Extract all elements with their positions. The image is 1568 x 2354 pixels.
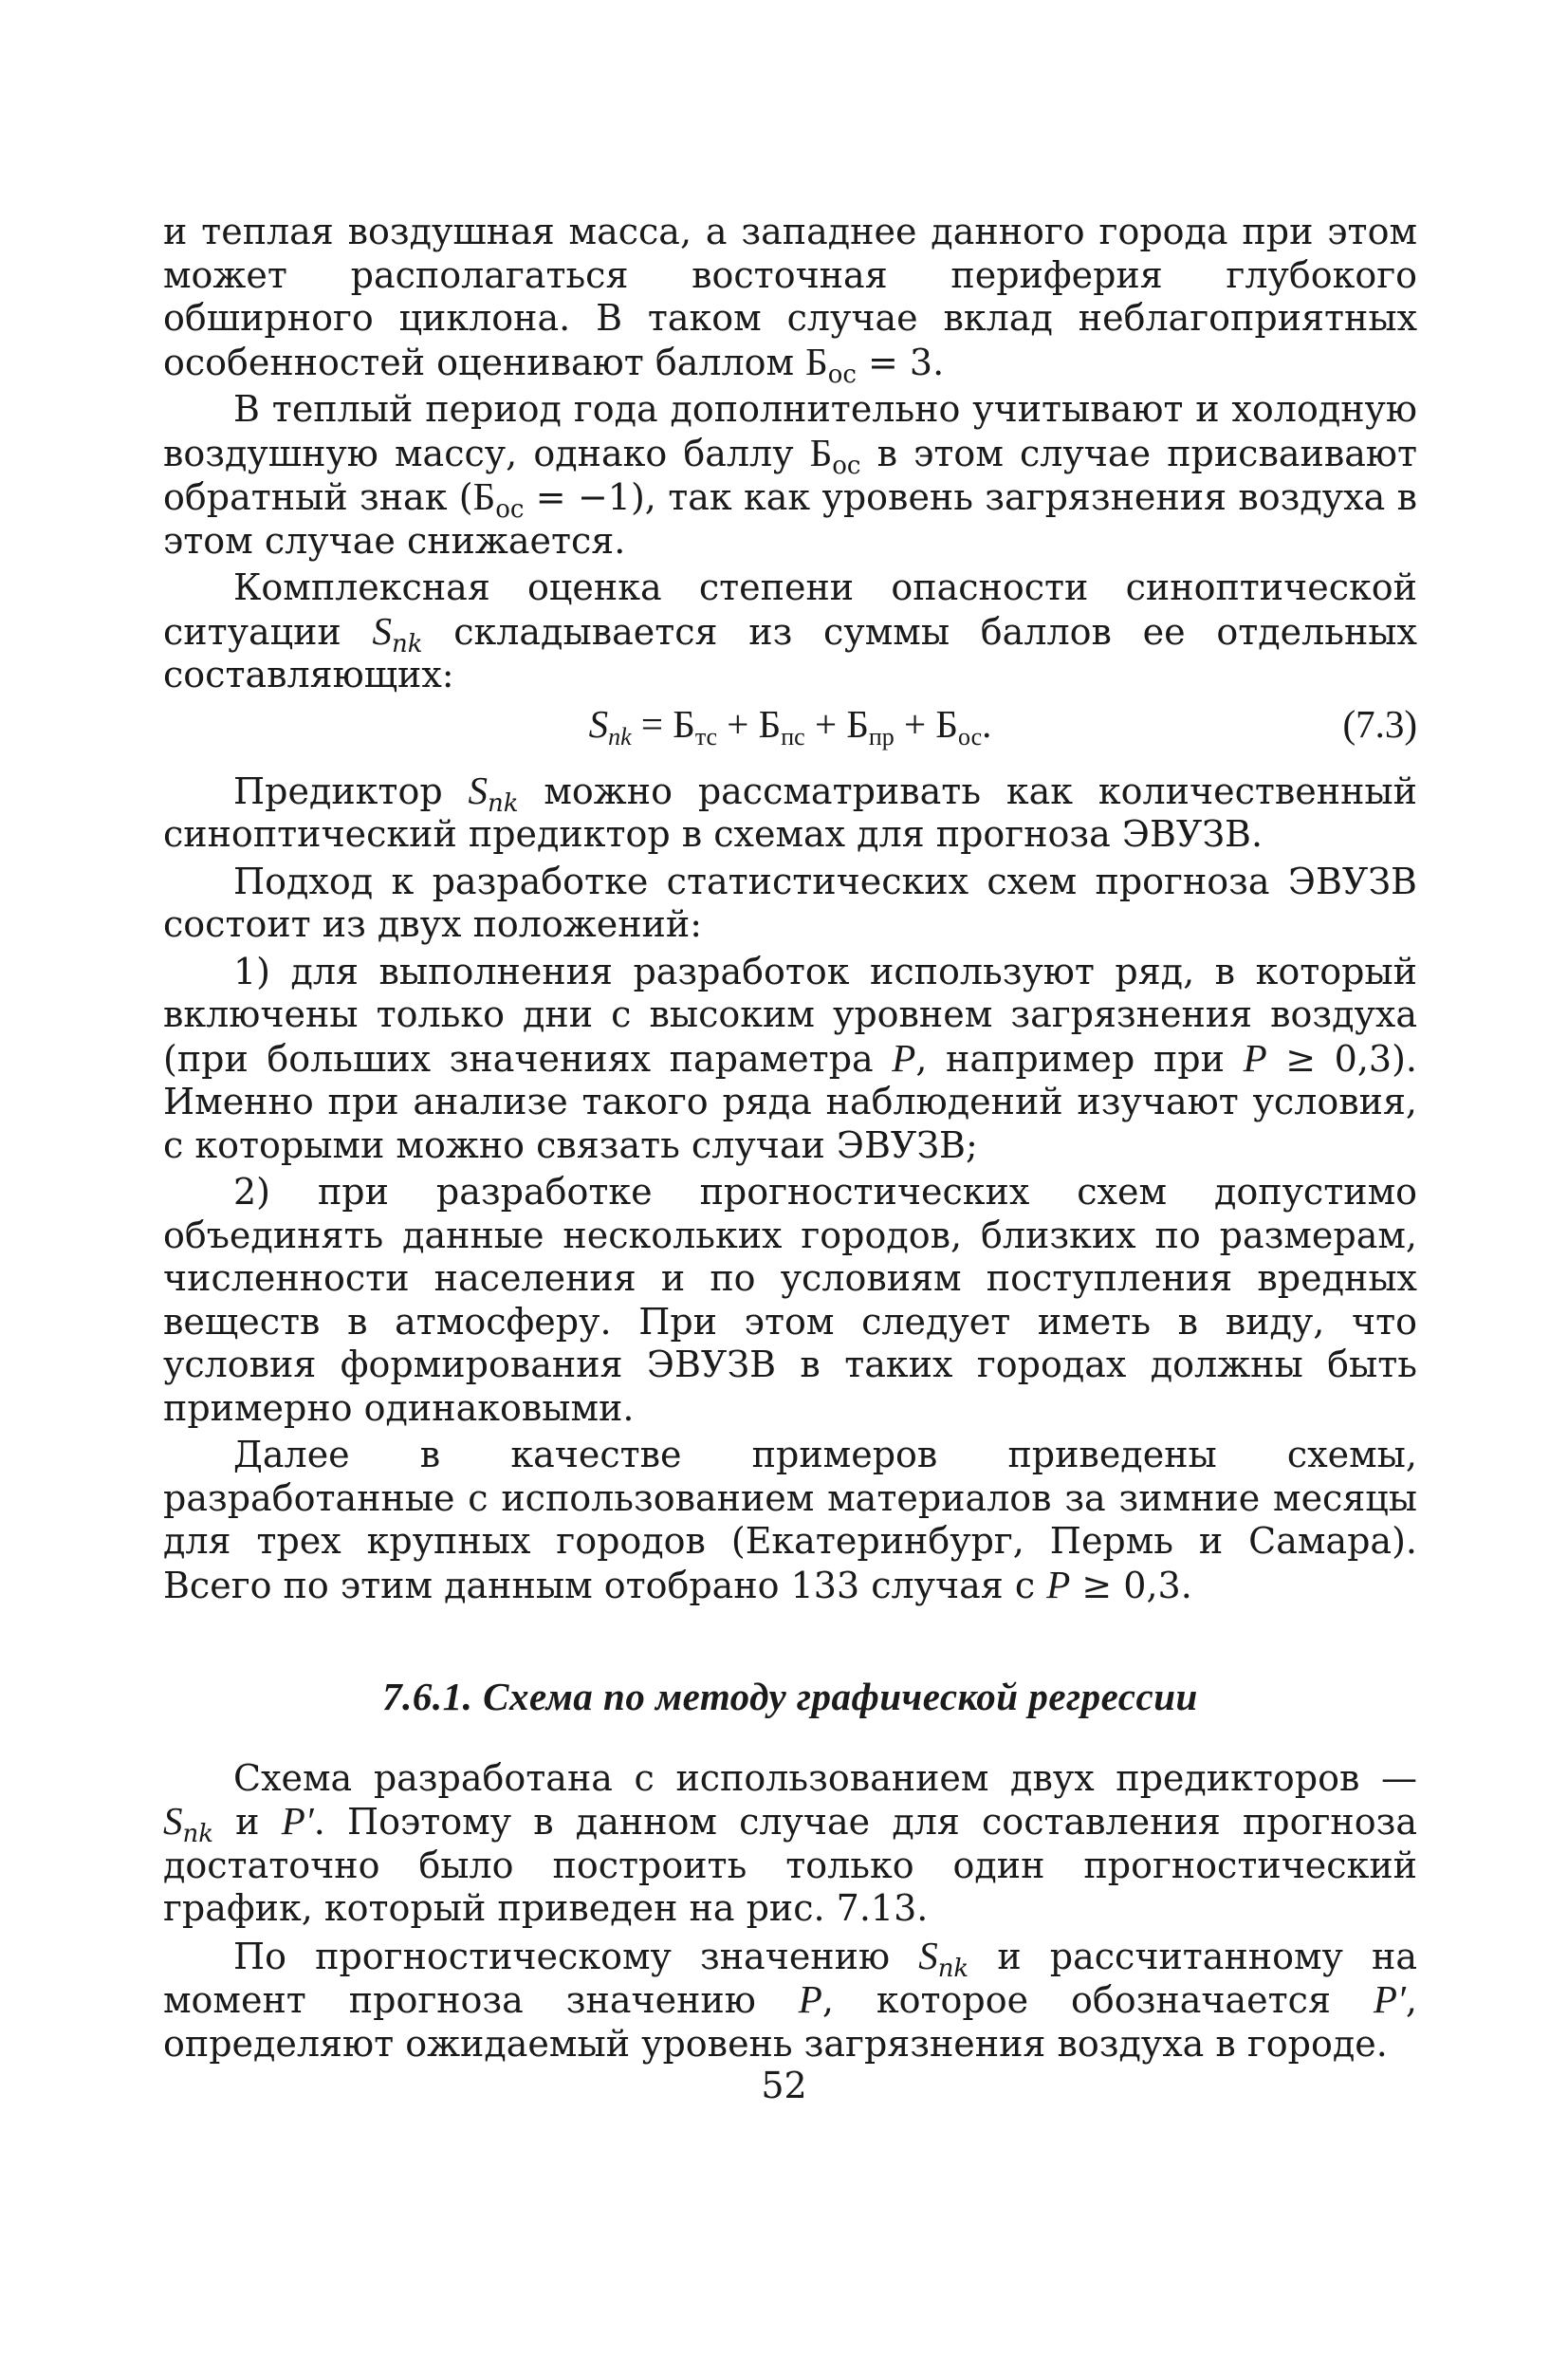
paragraph-1 bbox=[163, 211, 1417, 389]
paragraph-2-part-c: = −1), так как уровень загрязнения воздуха в этом случае снижается. bbox=[163, 476, 1417, 562]
paragraph-8-part-b: ≥ 0,3. bbox=[1070, 1564, 1192, 1606]
subscript-os: ос bbox=[832, 451, 861, 480]
paragraph-6-part-a: 1) для выполнения разработок используют ряд, в который включены только дни с высоким уровнем загрязнения воздуха (при больших значениях параметра bbox=[163, 950, 1417, 1080]
symbol-b-os: Б bbox=[805, 339, 828, 383]
paragraph-2-part-a: В теплый период года дополнительно учитывают и холодную воздушную массу, однако баллу bbox=[163, 388, 1417, 474]
paragraph-3-part-a: Комплексная оценка степени опасности синоптической ситуации bbox=[163, 566, 1417, 653]
paragraph-4-part-b: можно рассматривать как количественный синоптический предиктор в схемах для прогноза ЭВУЗВ. bbox=[163, 769, 1417, 855]
symbol-p-prime: P′ bbox=[281, 1799, 314, 1843]
subscript-os: ос bbox=[827, 360, 857, 389]
term-b-pr: Б bbox=[846, 701, 869, 746]
paragraph-3-part-b: складывается из суммы баллов ее отдельных составляющих: bbox=[163, 610, 1417, 695]
paragraph-10-part-b: и рассчитанному на момент прогноза значению bbox=[163, 1935, 1418, 2021]
term-b-ts-subscript: тс bbox=[694, 722, 718, 751]
paragraph-1-tail: = 3. bbox=[856, 341, 945, 383]
term-b-ts: Б bbox=[673, 701, 695, 746]
equation-lhs-subscript: nk bbox=[608, 722, 632, 751]
subscript-nk: nk bbox=[182, 1820, 213, 1848]
subscript-nk: nk bbox=[391, 629, 423, 658]
section-heading-7-6-1: 7.6.1. Схема по методу графической регрессии bbox=[382, 1675, 1198, 1718]
equals-sign: = bbox=[631, 701, 673, 746]
term-b-ps: Б bbox=[758, 701, 782, 746]
plus-sign: + bbox=[717, 701, 759, 746]
paragraph-10-part-d: , определяют ожидаемый уровень загрязнения воздуха в городе. bbox=[163, 1979, 1418, 2065]
paragraph-8-part-a: Далее в качестве примеров приведены схемы, разработанные с использованием материалов за зимние месяцы для трех крупных городов (Екатеринбург, Пермь и Самара). Всего по этим данным отобрано 133 случая с bbox=[163, 1434, 1417, 1606]
subscript-nk: nk bbox=[937, 1954, 969, 1983]
equation-number: (7.3) bbox=[1342, 701, 1417, 746]
paragraph-6-part-c: ≥ 0,3). Именно при анализе такого ряда наблюдений изучают условия, с которыми можно связать случаи ЭВУЗВ; bbox=[163, 1037, 1417, 1166]
term-b-os: Б bbox=[935, 701, 958, 746]
paragraph-5: Подход к разработке статистических схем прогноза ЭВУЗВ состоит из двух положений: bbox=[163, 860, 1417, 945]
paragraph-9-part-b: и bbox=[213, 1801, 282, 1843]
paragraph-4-part-a: Предиктор bbox=[233, 769, 469, 812]
equation-7-3 bbox=[163, 703, 1417, 760]
paragraph-10 bbox=[163, 1935, 1417, 2067]
plus-sign: + bbox=[894, 701, 936, 746]
symbol-p: P bbox=[798, 1977, 822, 2021]
term-b-os-subscript: ос bbox=[957, 722, 983, 751]
paragraph-2 bbox=[163, 388, 1417, 563]
equation-body bbox=[163, 701, 1417, 751]
paragraph-2-part-b: в этом случае присваивают обратный знак ( bbox=[163, 432, 1417, 518]
page-number: 52 bbox=[761, 2065, 807, 2106]
symbol-p: P bbox=[1243, 1035, 1267, 1080]
symbol-s-nk: S bbox=[372, 608, 392, 653]
paragraph-7-list-item-2: 2) при разработке прогностических схем допустимо объединять данные нескольких городов, близких по размерам, численности населения и по условиям поступления вредных веществ в атмосферу. При этом следует иметь в виду, что условия формирования ЭВУЗВ в таких городах должны быть примерно одинаковыми. bbox=[163, 1171, 1417, 1429]
symbol-b-os: Б bbox=[809, 430, 833, 474]
paragraph-6-list-item-1 bbox=[163, 951, 1417, 1168]
page-body bbox=[163, 211, 1417, 2066]
symbol-b-os: Б bbox=[472, 474, 496, 518]
symbol-s-nk: S bbox=[163, 1799, 183, 1843]
symbol-p: P bbox=[1046, 1562, 1071, 1606]
term-b-pr-subscript: пр bbox=[868, 722, 895, 751]
subscript-os: ос bbox=[495, 495, 525, 524]
symbol-s-nk: S bbox=[468, 768, 489, 812]
paragraph-4 bbox=[163, 769, 1417, 857]
paragraph-9-part-a: Схема разработана с использованием двух предикторов — bbox=[233, 1756, 1417, 1799]
symbol-s-nk: S bbox=[918, 1933, 938, 1977]
symbol-p-prime: P′ bbox=[1373, 1977, 1406, 2021]
paragraph-9-part-c: . Поэтому в данном случае для составления прогноза достаточно было построить только один прогностический график, который приведен на рис. 7.13. bbox=[163, 1801, 1417, 1929]
paragraph-10-part-a: По прогностическому значению bbox=[233, 1935, 919, 1977]
paragraph-3 bbox=[163, 566, 1417, 697]
paragraph-8 bbox=[163, 1434, 1417, 1607]
equation-lhs: S bbox=[588, 701, 609, 746]
equation-period: . bbox=[982, 701, 992, 746]
plus-sign: + bbox=[804, 701, 847, 746]
subscript-nk: nk bbox=[488, 788, 519, 818]
paragraph-10-part-c: , которое обозначается bbox=[821, 1979, 1374, 2021]
term-b-ps-subscript: пс bbox=[781, 722, 805, 751]
paragraph-1-text: и теплая воздушная масса, а западнее данного города при этом может располагаться восточная периферия глубокого обширного циклона. В таком случае вклад неблагоприятных особенностей оценивают баллом bbox=[163, 211, 1417, 383]
paragraph-6-part-b: , например при bbox=[915, 1037, 1244, 1080]
symbol-p: P bbox=[892, 1035, 916, 1080]
paragraph-9 bbox=[163, 1757, 1417, 1931]
